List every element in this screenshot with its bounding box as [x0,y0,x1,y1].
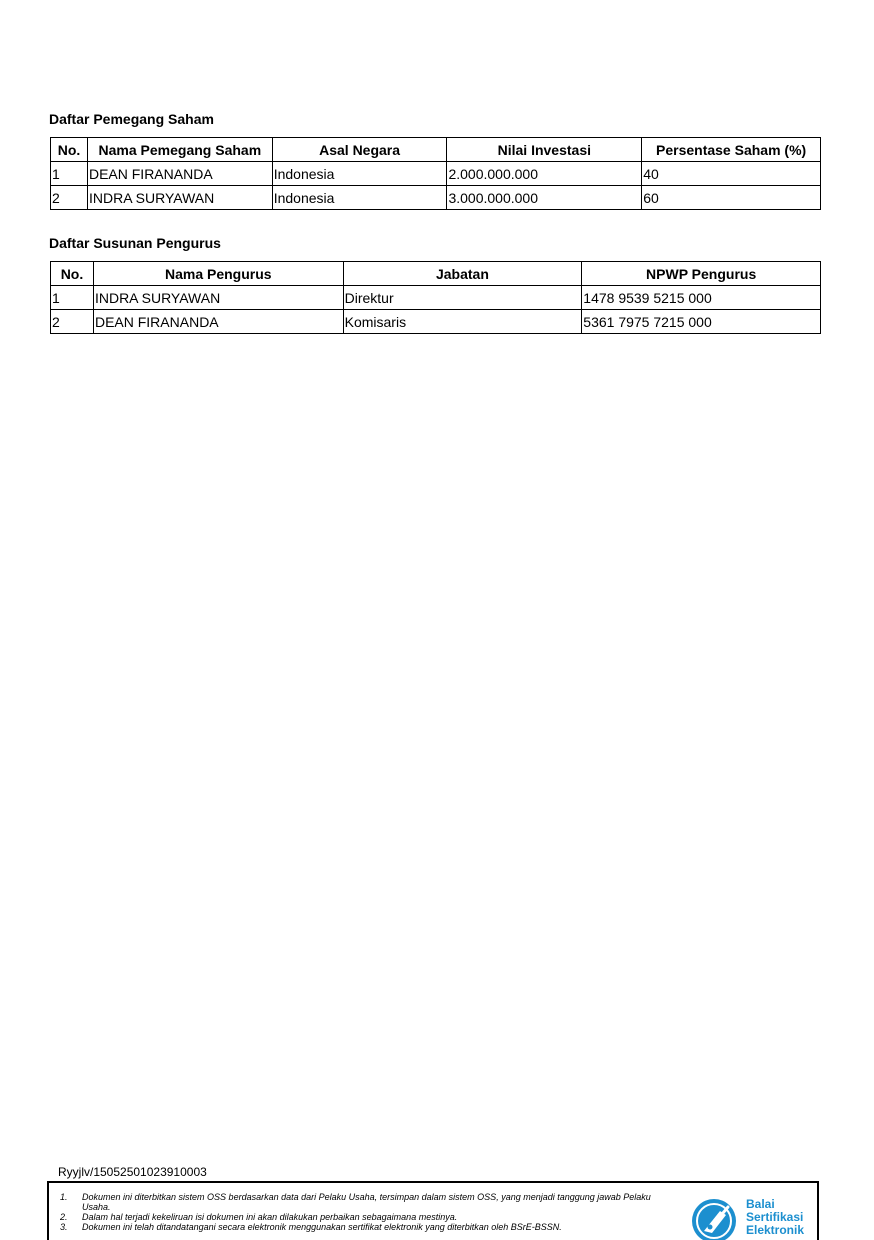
cell-name: DEAN FIRANANDA [87,162,272,186]
footer-notes [60,1192,680,1232]
management-table [50,261,821,334]
footer-notes-box [47,1181,819,1240]
table-row [51,286,821,310]
cell-name: DEAN FIRANANDA [93,310,343,334]
col-header: Persentase Saham (%) [642,138,821,162]
cell-no: 2 [51,186,88,210]
cell-no: 1 [51,286,94,310]
bsre-emblem-icon [690,1197,738,1240]
note-number: 1. [60,1192,68,1202]
table-header-row [51,262,821,286]
cell-position: Direktur [343,286,582,310]
shareholders-table [50,137,821,210]
cell-investment: 3.000.000.000 [447,186,642,210]
document-id: Ryyjlv/15052501023910003 [58,1165,207,1179]
cell-name: INDRA SURYAWAN [87,186,272,210]
logo-line: Elektronik [746,1223,805,1237]
cell-no: 2 [51,310,94,334]
col-header: Nilai Investasi [447,138,642,162]
cell-name: INDRA SURYAWAN [93,286,343,310]
note-number: 3. [60,1222,68,1232]
col-header: NPWP Pengurus [582,262,821,286]
col-header: Nama Pemegang Saham [87,138,272,162]
note-text: Dokumen ini telah ditandatangani secara elektronik menggunakan sertifikat elektronik yang diterbitkan oleh BSrE-BSSN. [82,1222,562,1232]
cell-position: Komisaris [343,310,582,334]
logo-line: Balai [746,1197,775,1211]
logo-line: Sertifikasi [746,1210,804,1224]
bsre-logo [690,1196,815,1240]
table-row [51,310,821,334]
note-text: Dokumen ini diterbitkan sistem OSS berdasarkan data dari Pelaku Usaha, tersimpan dalam sistem OSS, yang menjadi tanggung jawab Pelaku Usaha. [82,1192,651,1212]
col-header: No. [51,138,88,162]
cell-percentage: 60 [642,186,821,210]
cell-npwp: 1478 9539 5215 000 [582,286,821,310]
management-title: Daftar Susunan Pengurus [49,235,221,251]
footer-note [60,1212,680,1222]
table-row [51,162,821,186]
cell-npwp: 5361 7975 7215 000 [582,310,821,334]
cell-country: Indonesia [272,186,447,210]
col-header: Nama Pengurus [93,262,343,286]
shareholders-title: Daftar Pemegang Saham [49,111,214,127]
bsre-logo-text [746,1198,804,1237]
footer-note [60,1192,680,1212]
table-header-row [51,138,821,162]
cell-percentage: 40 [642,162,821,186]
table-row [51,186,821,210]
note-number: 2. [60,1212,68,1222]
cell-no: 1 [51,162,88,186]
footer-note [60,1222,680,1232]
col-header: Jabatan [343,262,582,286]
note-text: Dalam hal terjadi kekeliruan isi dokumen ini akan dilakukan perbaikan sebagaimana mestinya. [82,1212,458,1222]
col-header: No. [51,262,94,286]
cell-investment: 2.000.000.000 [447,162,642,186]
cell-country: Indonesia [272,162,447,186]
col-header: Asal Negara [272,138,447,162]
